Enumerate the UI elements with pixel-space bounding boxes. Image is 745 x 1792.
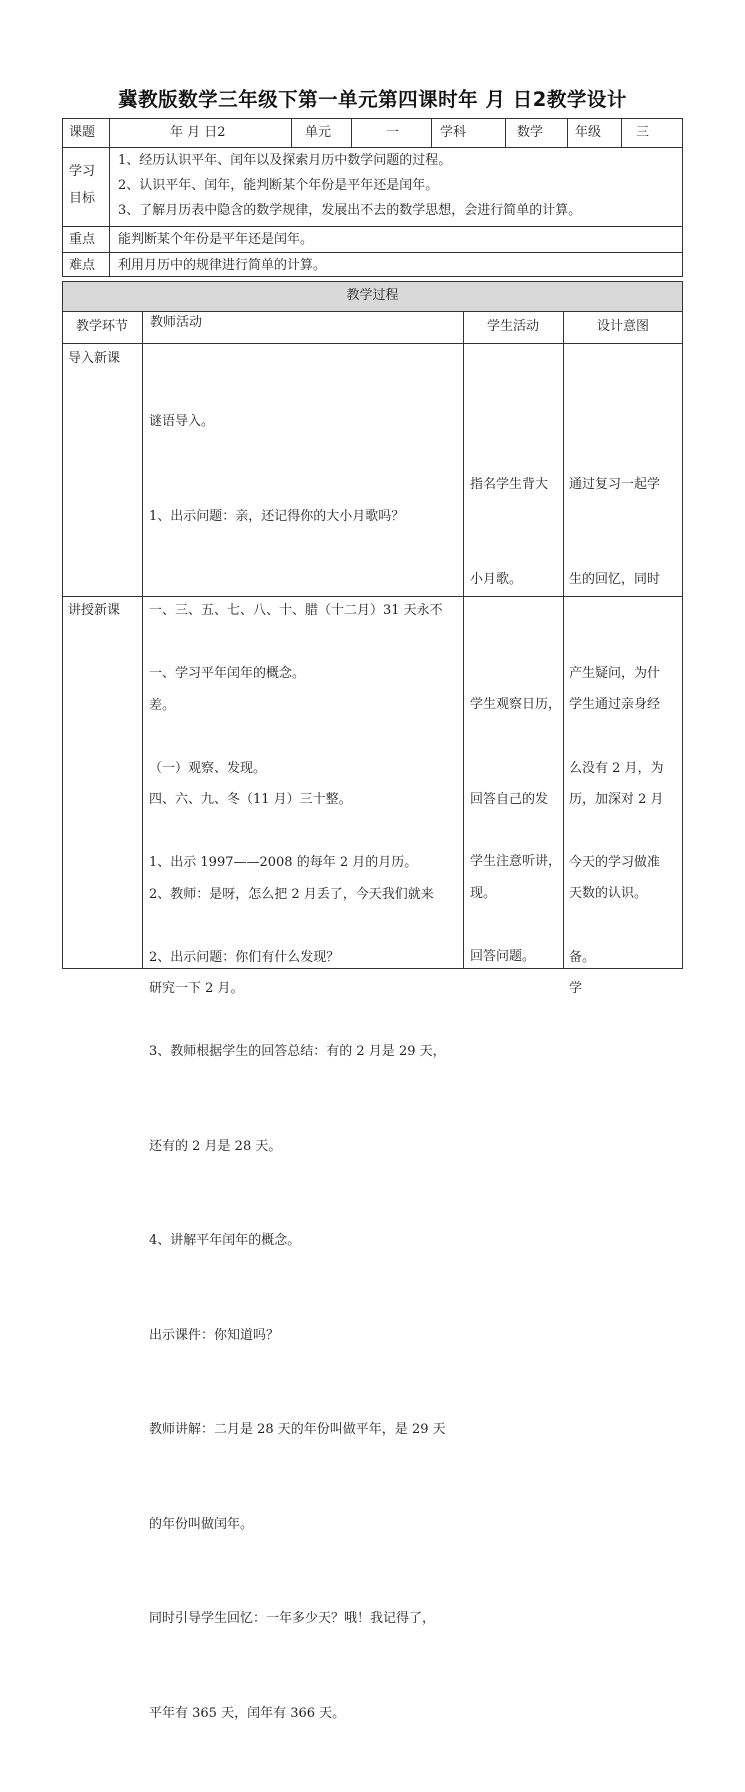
student-activity (470, 783, 561, 1035)
intent-line: 天数的认识。 (569, 886, 648, 901)
difficulty-text: 利用月历中的规律进行简单的计算。 (118, 258, 327, 273)
stage-label: 导入新课 (68, 351, 121, 366)
teacher-line: 教师讲解：二月是 28 天的年份叫做平年，是 29 天 (149, 1422, 446, 1437)
subject-label: 学科 (440, 125, 467, 140)
document-title: 冀教版数学三年级下第一单元第四课时年 月 日2教学设计 (118, 88, 627, 111)
student-line: 小月歌。 (470, 571, 523, 587)
unit-value: 一 (386, 125, 400, 140)
objectives-label-line1: 学习 (69, 164, 96, 179)
teacher-line: 一、三、五、七、八、十、腊（十二月）31 天永不 (149, 603, 443, 618)
intent-line: 生的回忆，同时 (569, 571, 661, 587)
intent-line: 学 (569, 980, 583, 996)
teacher-line: 差。 (149, 697, 176, 713)
student-line: 指名学生背大 (470, 477, 549, 492)
student-line: 回答自己的发 (470, 791, 549, 807)
teacher-line: 四、六、九、冬（11 月）三十整。 (149, 792, 352, 807)
teacher-line: 一、学习平年闰年的概念。 (149, 666, 306, 681)
objective-item: 1、经历认识平年、闰年以及探索月历中数学问题的过程。 (118, 153, 452, 168)
intent-line: 历，加深对 2 月 (569, 791, 664, 807)
objectives-label-line2: 目标 (69, 191, 96, 206)
student-line: 回答问题。 (470, 948, 536, 964)
teacher-line: （一）观察、发现。 (149, 760, 267, 776)
student-activity (470, 406, 548, 658)
teacher-line: 谜语导入。 (149, 414, 215, 429)
design-intent (569, 626, 664, 1067)
difficulty-label: 难点 (69, 258, 96, 273)
teacher-line: 研究一下 2 月。 (149, 981, 244, 996)
teacher-line: 3、教师根据学生的回答总结：有的 2 月是 29 天， (149, 1044, 446, 1059)
student-line: 学生观察日历， (470, 697, 562, 712)
teacher-line: 还有的 2 月是 28 天。 (149, 1138, 282, 1154)
lesson-label: 课题 (69, 125, 96, 140)
process-header: 教学过程 (346, 288, 399, 303)
intent-line: 通过复习一起学 (569, 477, 661, 492)
teacher-line: 4、讲解平年闰年的概念。 (149, 1233, 301, 1248)
grade-value: 三 (636, 125, 650, 140)
column-header-student: 学生活动 (486, 319, 539, 334)
teacher-line: 2、教师：是呀，怎么把 2 月丢了，今天我们就来 (149, 886, 434, 902)
teacher-activity (149, 595, 446, 1792)
intent-line: 产生疑问，为什 (569, 666, 661, 681)
key-point-text: 能判断某个年份是平年还是闰年。 (118, 232, 314, 247)
stage-label: 讲授新课 (68, 603, 121, 618)
teacher-line: 2、出示问题：你们有什么发现？ (149, 949, 340, 965)
intent-line: 今天的学习做准 (569, 855, 661, 870)
lesson-value: 年 月 日2 (170, 125, 226, 140)
student-line: 现。 (470, 886, 497, 901)
objective-item: 3、了解月历表中隐含的数学规律，发展出不去的数学思想，会进行简单的计算。 (118, 203, 582, 218)
column-header-intent: 设计意图 (596, 319, 649, 334)
teacher-line: 1、出示问题：亲，还记得你的大小月歌吗？ (149, 508, 405, 524)
teacher-line: 出示课件：你知道吗？ (149, 1327, 280, 1343)
unit-label: 单元 (305, 125, 332, 140)
teacher-line: 的年份叫做闰年。 (149, 1516, 254, 1532)
intent-line: 备。 (569, 949, 596, 965)
key-point-label: 重点 (69, 232, 96, 247)
objective-item: 2、认识平年、闰年，能判断某个年份是平年还是闰年。 (118, 178, 439, 193)
teacher-line: 同时引导学生回忆：一年多少天？哦！我记得了， (149, 1611, 436, 1626)
column-header-teacher: 教师活动 (150, 315, 203, 330)
teacher-line: 1、出示 1997——2008 的每年 2 月的月历。 (149, 855, 418, 870)
subject-value: 数学 (517, 125, 544, 140)
grade-label: 年级 (575, 125, 602, 140)
intent-line: 么没有 2 月，为 (569, 760, 664, 776)
teacher-line: 平年有 365 天，闰年有 366 天。 (149, 1705, 346, 1721)
column-header-stage: 教学环节 (75, 319, 128, 334)
student-line: 学生注意听讲， (470, 854, 562, 869)
intent-line: 学生通过亲身经 (569, 697, 661, 712)
